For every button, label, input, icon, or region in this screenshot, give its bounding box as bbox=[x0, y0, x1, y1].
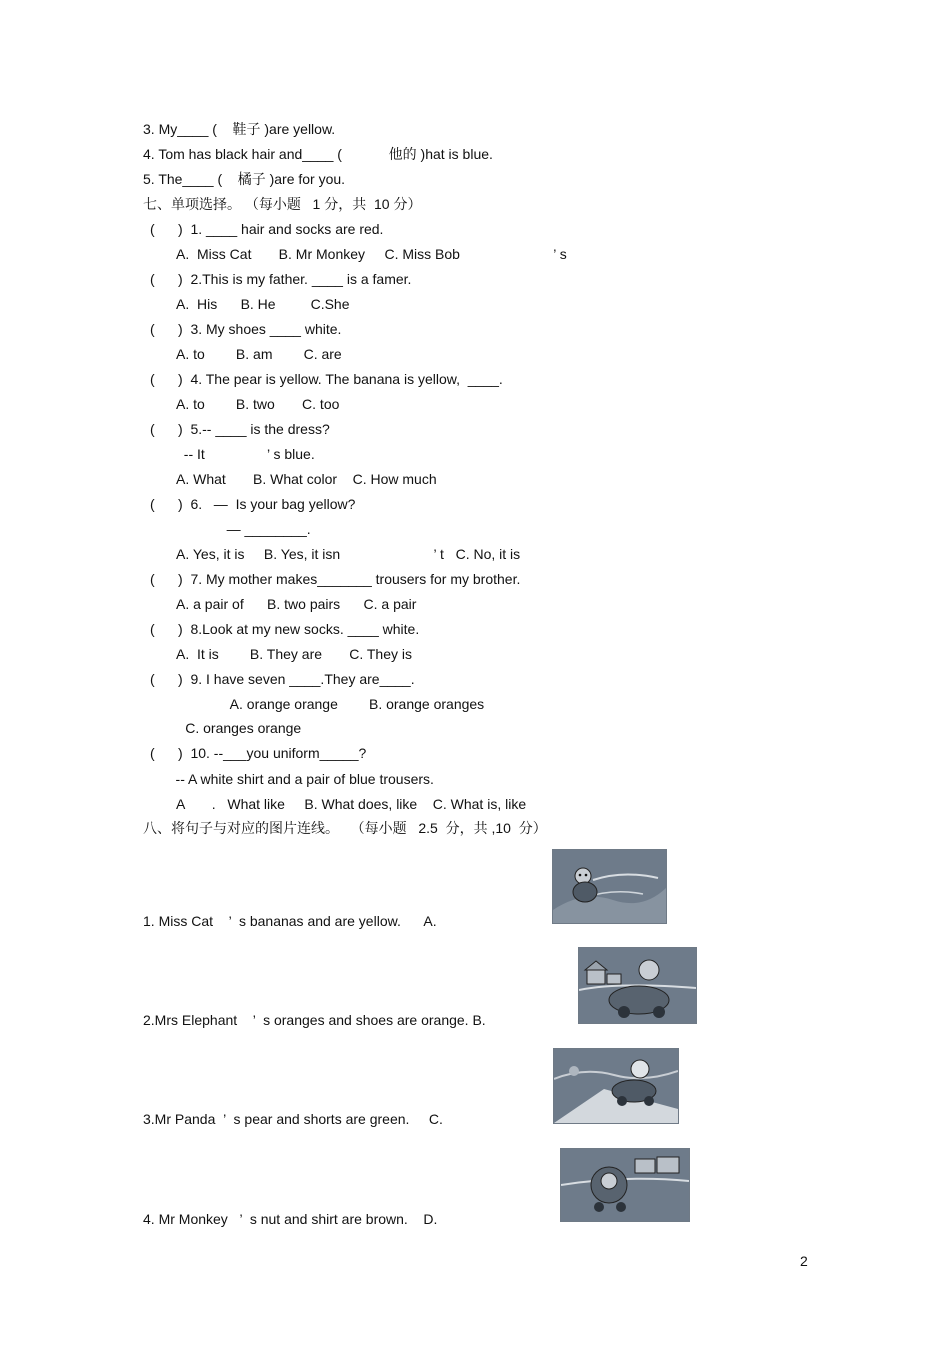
question-5-stem: ( ) 5.-- ____ is the dress? bbox=[150, 421, 330, 437]
question-9-option-c: C. oranges orange bbox=[158, 720, 302, 736]
match-sentence-4: 4. Mr Monkey ’ s nut and shirt are brown. D. bbox=[143, 1211, 438, 1227]
cartoon-panda-car-picture bbox=[553, 1048, 679, 1124]
match-sentence-2: 2.Mrs Elephant ’ s oranges and shoes are orange. B. bbox=[143, 1012, 486, 1028]
cartoon-elephant-car-picture bbox=[578, 947, 697, 1024]
question-1-stem: ( ) 1. ____ hair and socks are red. bbox=[150, 221, 384, 237]
match-sentence-1: 1. Miss Cat ’ s bananas and are yellow. A. bbox=[143, 913, 437, 929]
question-5-dialogue: -- It ’ s blue. bbox=[176, 446, 315, 462]
question-2-stem: ( ) 2.This is my father. ____ is a famer. bbox=[150, 271, 412, 287]
cartoon-cat-picture bbox=[552, 849, 667, 924]
question-10-stem: ( ) 10. --___you uniform_____? bbox=[150, 745, 367, 761]
question-4-options: A. to B. two C. too bbox=[176, 396, 340, 412]
question-6-options: A. Yes, it is B. Yes, it isn ’ t C. No, it is bbox=[176, 546, 521, 562]
question-6-dialogue: — ________. bbox=[176, 521, 311, 537]
question-7-stem: ( ) 7. My mother makes_______ trousers for my brother. bbox=[150, 571, 521, 587]
question-1-options: A. Miss Cat B. Mr Monkey C. Miss Bob ’ s bbox=[176, 246, 567, 262]
question-9-options-ab: A. orange orange B. orange oranges bbox=[176, 696, 485, 712]
question-3-stem: ( ) 3. My shoes ____ white. bbox=[150, 321, 342, 337]
fill-line-5: 5. The____ ( 橘子 )are for you. bbox=[143, 171, 346, 187]
fill-line-3: 3. My____ ( 鞋子 )are yellow. bbox=[143, 121, 336, 137]
fill-line-4: 4. Tom has black hair and____ ( 他的 )hat is blue. bbox=[143, 146, 493, 162]
question-7-options: A. a pair of B. two pairs C. a pair bbox=[176, 596, 417, 612]
question-2-options: A. His B. He C.She bbox=[176, 296, 350, 312]
question-8-stem: ( ) 8.Look at my new socks. ____ white. bbox=[150, 621, 420, 637]
question-8-options: A. It is B. They are C. They is bbox=[176, 646, 413, 662]
question-10-dialogue: -- A white shirt and a pair of blue trousers. bbox=[160, 771, 434, 787]
match-sentence-3: 3.Mr Panda ’ s pear and shorts are green. C. bbox=[143, 1111, 443, 1127]
question-9-stem: ( ) 9. I have seven ____.They are____. bbox=[150, 671, 415, 687]
question-4-stem: ( ) 4. The pear is yellow. The banana is yellow, ____. bbox=[150, 371, 503, 387]
section-8-heading: 八、将句子与对应的图片连线。 （每小题 2.5 分，共 ,10 分） bbox=[143, 820, 547, 836]
question-10-options: A . What like B. What does, like C. What is, like bbox=[176, 796, 527, 812]
question-3-options: A. to B. am C. are bbox=[176, 346, 342, 362]
question-5-options: A. What B. What color C. How much bbox=[176, 471, 437, 487]
page-number: 2 bbox=[800, 1253, 808, 1269]
question-6-stem: ( ) 6. — Is your bag yellow? bbox=[150, 496, 356, 512]
section-7-heading: 七、单项选择。 （每小题 1 分，共 10 分） bbox=[143, 196, 422, 212]
cartoon-monkey-car-picture bbox=[560, 1148, 690, 1222]
